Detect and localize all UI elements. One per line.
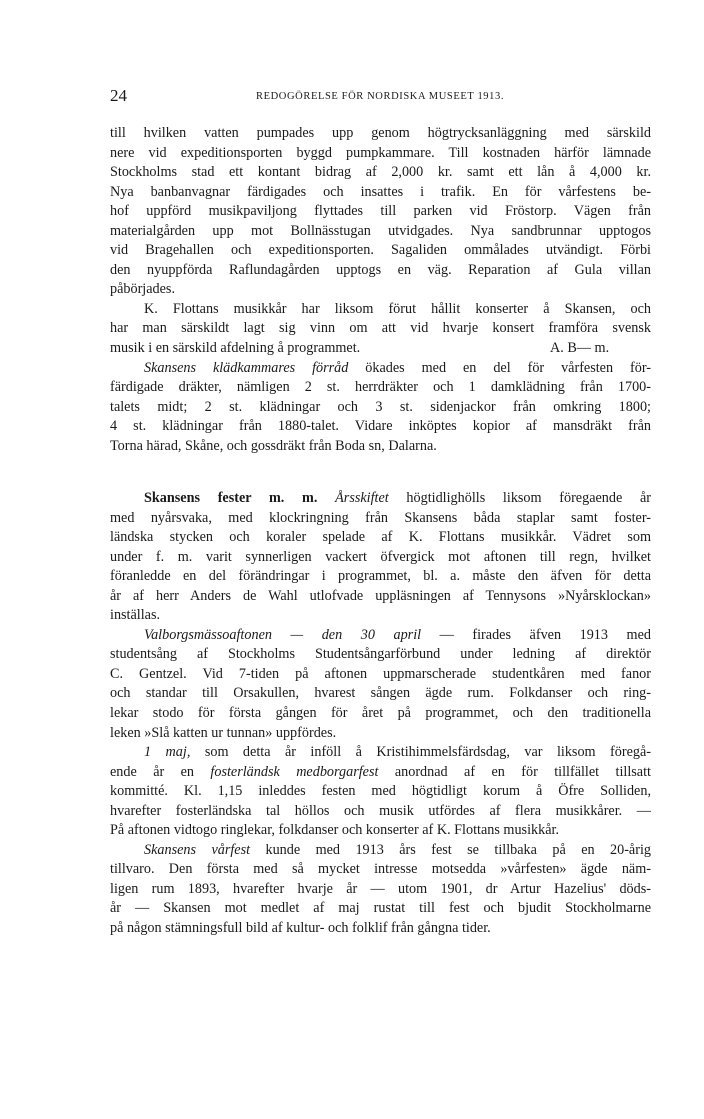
italic-term: fosterländsk medborgarfest	[210, 763, 379, 780]
text-line: tillvaro. Den första med så mycket intresse motsedda »vårfesten» ägde näm-	[110, 861, 651, 878]
text-line: nere vid expeditionsporten byggd pumpkammare. Till kostnaden härför lämnade	[110, 144, 651, 161]
text-line	[110, 743, 651, 763]
text-line: inställas.	[110, 607, 161, 624]
text-line: C. Gentzel. Vid 7-tiden på aftonen uppmarscherade studentkåren med fanor	[110, 665, 651, 682]
italic-term: 1 maj,	[144, 744, 191, 761]
italic-term: Valborgsmässoaftonen — den 30 april	[144, 626, 422, 643]
text-line: till hvilken vatten pumpades upp genom högtrycksanläggning med särskild	[110, 125, 651, 141]
text-line: vid Bragehallen och expeditionsporten. Sagaliden ommålades utvändigt. Förbi	[110, 242, 651, 259]
text-line: Torna härad, Skåne, och gossdräkt från Boda sn, Dalarna.	[110, 437, 437, 454]
text-line: Stockholms stad ett kontant bidrag af 2,000 kr. samt ett lån å 4,000 kr.	[110, 164, 651, 181]
text-line: studentsång af Stockholms Studentsångarförbund under ledning af direktör	[110, 646, 651, 663]
section-1	[110, 124, 651, 456]
italic-term: Skansens klädkammares förråd	[144, 359, 349, 376]
text-line: kommitté. Kl. 1,15 inleddes festen med högtidligt korum å Öfre Solliden,	[110, 783, 651, 800]
text-line: och standar till Orsakullen, hvarest sången ägde rum. Folkdanser och ring-	[110, 685, 651, 702]
text-line	[110, 841, 651, 861]
text-fragment: musik i en särskild afdelning å programmet.	[110, 340, 361, 357]
text-line: hvarefter fosterländska tal höllos och musik utfördes af flera musikkårer. —	[110, 802, 651, 819]
text-line: år af herr Anders de Wahl utlofvade uppläsningen af Tennysons »Nyårsklockan»	[110, 587, 651, 604]
text-line: år — Skansen mot medlet af maj rustat till fest och bjudit Stockholmarne	[110, 900, 651, 917]
running-header: REDOGÖRELSE FÖR NORDISKA MUSEET 1913.	[256, 91, 505, 102]
text-line	[110, 626, 651, 646]
text-line: ligen rum 1893, hvarefter hvarje år — utom 1901, dr Artur Hazelius' döds-	[110, 880, 651, 897]
text-line: den nyuppförda Raflundagården upptogs en väg. Reparation af Gula villan	[110, 261, 651, 278]
text-line: påbörjades.	[110, 281, 176, 298]
text-fragment: — firades äfven 1913 med	[421, 626, 651, 643]
text-fragment: ökades med en del för vårfesten för-	[348, 359, 651, 376]
text-line: På aftonen vidtogo ringlekar, folkdanser och konserter af K. Flottans musikkår.	[110, 822, 559, 839]
text-line: 4 st. klädningar från 1880-talet. Vidare inköptes kopior af mansdräkt från	[110, 418, 651, 435]
text-line: hof uppförd musikpaviljong flyttades till parken vid Fröstorp. Vägen från	[110, 203, 651, 220]
text-line: ländska stycken och koraler spelade af K. Flottans musikkår. Vädret som	[110, 529, 651, 546]
text-line: har man särskildt lagt sig vinn om att vid hvarje konsert framföra svensk	[110, 320, 651, 337]
section-heading-line	[110, 489, 651, 509]
author-signature: A. B— m.	[550, 340, 610, 357]
text-line: Nya banbanvagnar färdigades och insattes i trafik. En för vårfestens be-	[110, 183, 651, 200]
text-line	[110, 339, 651, 359]
italic-term: Årsskiftet	[335, 490, 389, 506]
text-line: leken »Slå katten ur tunnan» uppfördes.	[110, 724, 337, 741]
text-line: på någon stämningsfull bild af kultur- och folklif från gångna tider.	[110, 920, 491, 937]
text-fragment: anordnad af en för tillfället tillsatt	[378, 763, 651, 780]
text-line: färdigade dräkter, nämligen 2 st. herrdräkter och 1 damklädning från 1700-	[110, 379, 651, 396]
text-line: K. Flottans musikkår har liksom förut hållit konserter å Skansen, och	[144, 300, 651, 317]
text-fragment: ende år en	[110, 763, 211, 780]
page-number: 24	[110, 86, 127, 105]
italic-term: Skansens vårfest	[144, 841, 251, 858]
text-line	[110, 763, 651, 783]
section-2	[110, 489, 651, 939]
text-line: föranledde en del förändringar i programmet, bl. a. måste den äfven för detta	[110, 568, 651, 585]
text-fragment: kunde med 1913 års fest se tillbaka på en 20-årig	[250, 841, 651, 858]
text-line	[110, 359, 651, 379]
text-line: materialgården upp mot Bollnässtugan utvidgades. Nya sandbrunnar upptogos	[110, 222, 651, 239]
text-fragment: som detta år inföll å Kristihimmelsfärdsdag, var liksom föregå-	[190, 744, 651, 761]
text-fragment: högtidlighölls liksom föregaende år	[388, 490, 651, 506]
text-line: med nyårsvaka, med klockringning från Skansens båda staplar samt foster-	[110, 509, 651, 526]
section-heading: Skansens fester m. m.	[144, 490, 318, 506]
text-line: lekar stodo för första gången för året på programmet, och den traditionella	[110, 705, 651, 722]
text-line: talets midt; 2 st. klädningar och 3 st. sidenjackor från omkring 1800;	[110, 398, 651, 415]
text-line: under f. m. varit synnerligen vackert öfvergick mot aftonen till regn, hvilket	[110, 548, 651, 565]
